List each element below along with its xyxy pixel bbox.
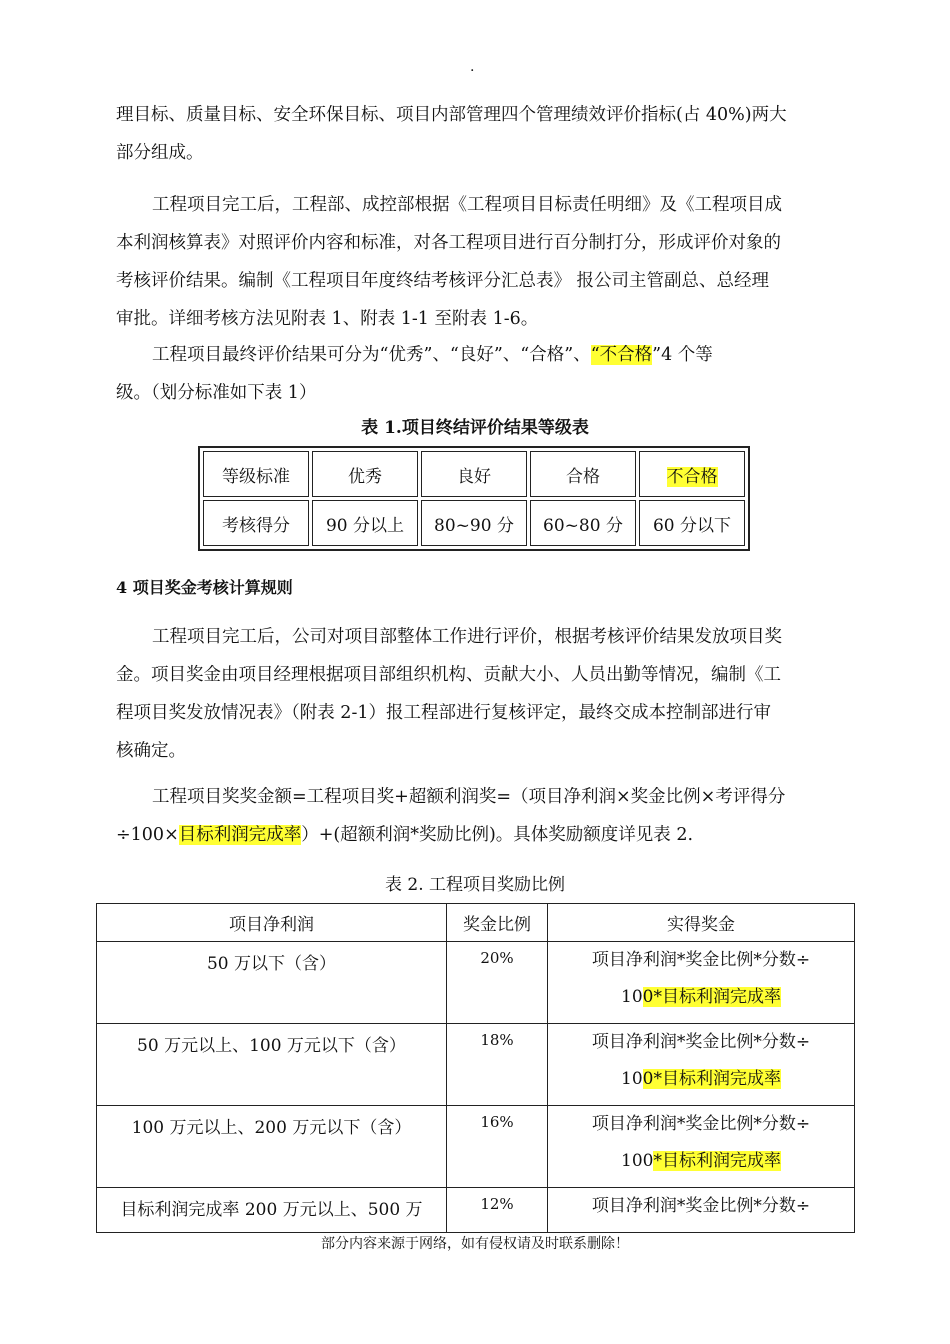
ratio-cell: 18% [447, 1024, 548, 1106]
paragraph-1-line-2: 部分组成。 [116, 143, 204, 163]
profit-cell: 50 万以下（含） [97, 942, 447, 1024]
grade-table-cell: 80~90 分 [421, 500, 527, 546]
paragraph-5 [116, 778, 846, 854]
highlight-fail-grade: “不合格 [590, 345, 653, 365]
paragraph-5-line-2b: ）+(超额利润*奖励比例)。具体奖励额度详见表 2. [301, 825, 694, 845]
paragraph-1 [116, 96, 846, 172]
footer-disclaimer: 部分内容来源于网络，如有侵权请及时联系删除！ [321, 1236, 629, 1252]
ratio-cell: 12% [447, 1188, 548, 1233]
grade-table-cell: 良好 [421, 451, 527, 497]
grade-table-cell: 60~80 分 [530, 500, 636, 546]
highlight-fail-header: 不合格 [666, 466, 718, 487]
profit-cell: 50 万元以上、100 万元以下（含） [97, 1024, 447, 1106]
highlight-target-rate: 目标利润完成率 [178, 825, 302, 845]
table-1-caption: 表 1.项目终结评价结果等级表 [361, 418, 589, 438]
paragraph-4-line-4: 核确定。 [116, 741, 186, 761]
section-4-title: 4 项目奖金考核计算规则 [116, 578, 293, 597]
header-mark: . [470, 59, 475, 75]
paragraph-3-line-2: 级。（划分标准如下表 1） [116, 383, 317, 403]
paragraph-5-line-1: 工程项目奖奖金额=工程项目奖+超额利润奖=（项目净利润×奖金比例×考评得分 [152, 787, 786, 807]
table-row [97, 942, 855, 1024]
profit-cell: 100 万元以上、200 万元以下（含） [97, 1106, 447, 1188]
paragraph-3-line-1a: 工程项目最终评价结果可分为“优秀”、“良好”、“合格”、 [152, 345, 591, 365]
table-row [97, 1188, 855, 1233]
bonus-formula-line-1: 项目净利润*奖金比例*分数÷ [591, 1114, 811, 1134]
paragraph-4-line-2: 金。项目奖金由项目经理根据项目部组织机构、贡献大小、人员出勤等情况，编制《工 [116, 665, 781, 685]
table-row [97, 1024, 855, 1106]
highlight-bonus-formula: 0*目标利润完成率 [642, 987, 781, 1007]
bonus-formula-pre: 10 [621, 987, 643, 1007]
bonus-table-header: 项目净利润 [97, 904, 447, 942]
grade-table-cell: 60 分以下 [639, 500, 745, 546]
grade-table-cell-fail [639, 451, 745, 497]
paragraph-4 [116, 618, 846, 770]
bonus-formula-line-1: 项目净利润*奖金比例*分数÷ [591, 950, 811, 970]
bonus-formula-pre: 10 [621, 1069, 643, 1089]
bonus-formula-line-1: 项目净利润*奖金比例*分数÷ [591, 1032, 811, 1052]
paragraph-4-line-3: 程项目奖发放情况表》（附表 2-1）报工程部进行复核评定，最终交成本控制部进行审 [116, 703, 771, 723]
paragraph-3-line-1b: ”4 个等 [652, 345, 713, 365]
paragraph-2-line-3: 考核评价结果。编制《工程项目年度终结考核评分汇总表》 报公司主管副总、总经理 [116, 271, 770, 291]
bonus-table-header-row [97, 904, 855, 942]
paragraph-3 [116, 336, 846, 412]
paragraph-2 [116, 186, 846, 338]
bonus-cell [548, 1024, 855, 1106]
paragraph-2-line-1: 工程项目完工后，工程部、成控部根据《工程项目目标责任明细》及《工程项目成 [152, 195, 782, 215]
highlight-bonus-formula: *目标利润完成率 [653, 1151, 781, 1171]
bonus-cell [548, 942, 855, 1024]
bonus-table [96, 903, 855, 1233]
grade-table-score-row [203, 500, 745, 546]
table-row [97, 1106, 855, 1188]
bonus-table-header: 奖金比例 [447, 904, 548, 942]
grade-table-header-row [203, 451, 745, 497]
grade-table-cell: 合格 [530, 451, 636, 497]
bonus-cell [548, 1106, 855, 1188]
grade-table [198, 446, 750, 551]
highlight-bonus-formula: 0*目标利润完成率 [642, 1069, 781, 1089]
paragraph-2-line-4: 审批。详细考核方法见附表 1、附表 1-1 至附表 1-6。 [116, 309, 539, 329]
grade-table-cell: 优秀 [312, 451, 418, 497]
paragraph-1-line-1: 理目标、质量目标、安全环保目标、项目内部管理四个管理绩效评价指标(占 40%)两大 [116, 105, 787, 125]
bonus-cell: 项目净利润*奖金比例*分数÷ [548, 1188, 855, 1233]
table-2-caption: 表 2. 工程项目奖励比例 [384, 875, 566, 895]
bonus-table-header: 实得奖金 [548, 904, 855, 942]
paragraph-2-line-2: 本利润核算表》对照评价内容和标准，对各工程项目进行百分制打分，形成评价对象的 [116, 233, 781, 253]
grade-table-cell: 等级标准 [203, 451, 309, 497]
paragraph-4-line-1: 工程项目完工后，公司对项目部整体工作进行评价，根据考核评价结果发放项目奖 [152, 627, 782, 647]
ratio-cell: 20% [447, 942, 548, 1024]
grade-table-cell: 90 分以上 [312, 500, 418, 546]
ratio-cell: 16% [447, 1106, 548, 1188]
bonus-formula-pre: 100 [621, 1151, 654, 1171]
paragraph-5-line-2a: ÷100× [116, 825, 179, 845]
profit-cell: 目标利润完成率 200 万元以上、500 万 [97, 1188, 447, 1233]
grade-table-cell: 考核得分 [203, 500, 309, 546]
